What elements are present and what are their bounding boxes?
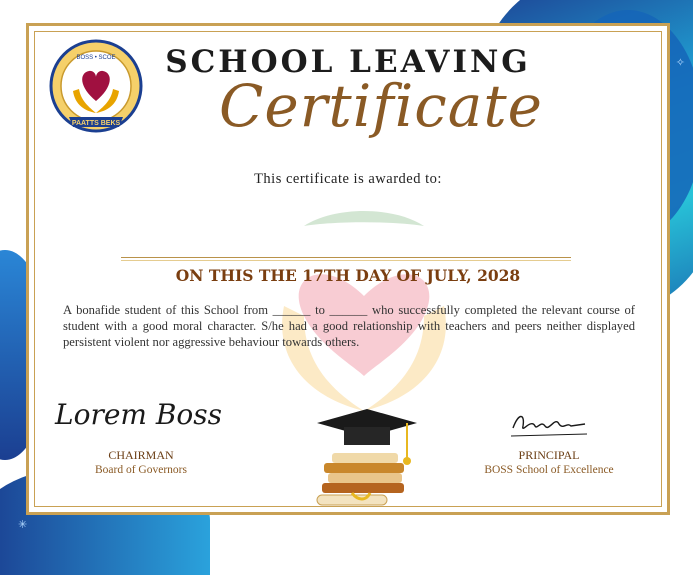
sparkle-icon: ✳ — [18, 519, 28, 531]
chairman-signature: Lorem Boss — [55, 398, 223, 431]
date-line: ON THIS THE 17TH DAY OF JULY, 2028 — [175, 266, 521, 285]
recipient-name-line — [121, 257, 571, 261]
awarded-text: This certificate is awarded to: — [254, 171, 442, 187]
graduation-cap-icon — [312, 401, 422, 511]
certificate-subtitle: Certificate — [219, 72, 543, 140]
chairman-org: Board of Governors — [95, 464, 187, 476]
certificate-body: A bonafide student of this School from ______ to ______ who successfully completed the relevant course of student with a good moral character. S/he had a good relationship with teachers and peers neither displayed persistent violent nor aggressive behaviour towards others. — [63, 303, 635, 349]
principal-signature — [509, 408, 589, 442]
certificate-title: SCHOOL LEAVING — [165, 44, 531, 80]
sparkle-icon: ✧ — [675, 57, 685, 69]
chairman-role: CHAIRMAN — [108, 448, 174, 462]
principal-org: BOSS School of Excellence — [484, 464, 614, 476]
logo-bottom-text: PAATTS BEKS — [71, 120, 121, 127]
principal-role: PRINCIPAL — [518, 448, 580, 462]
logo-top-text: BOSS • SCOE — [76, 55, 116, 61]
certificate — [26, 23, 670, 515]
